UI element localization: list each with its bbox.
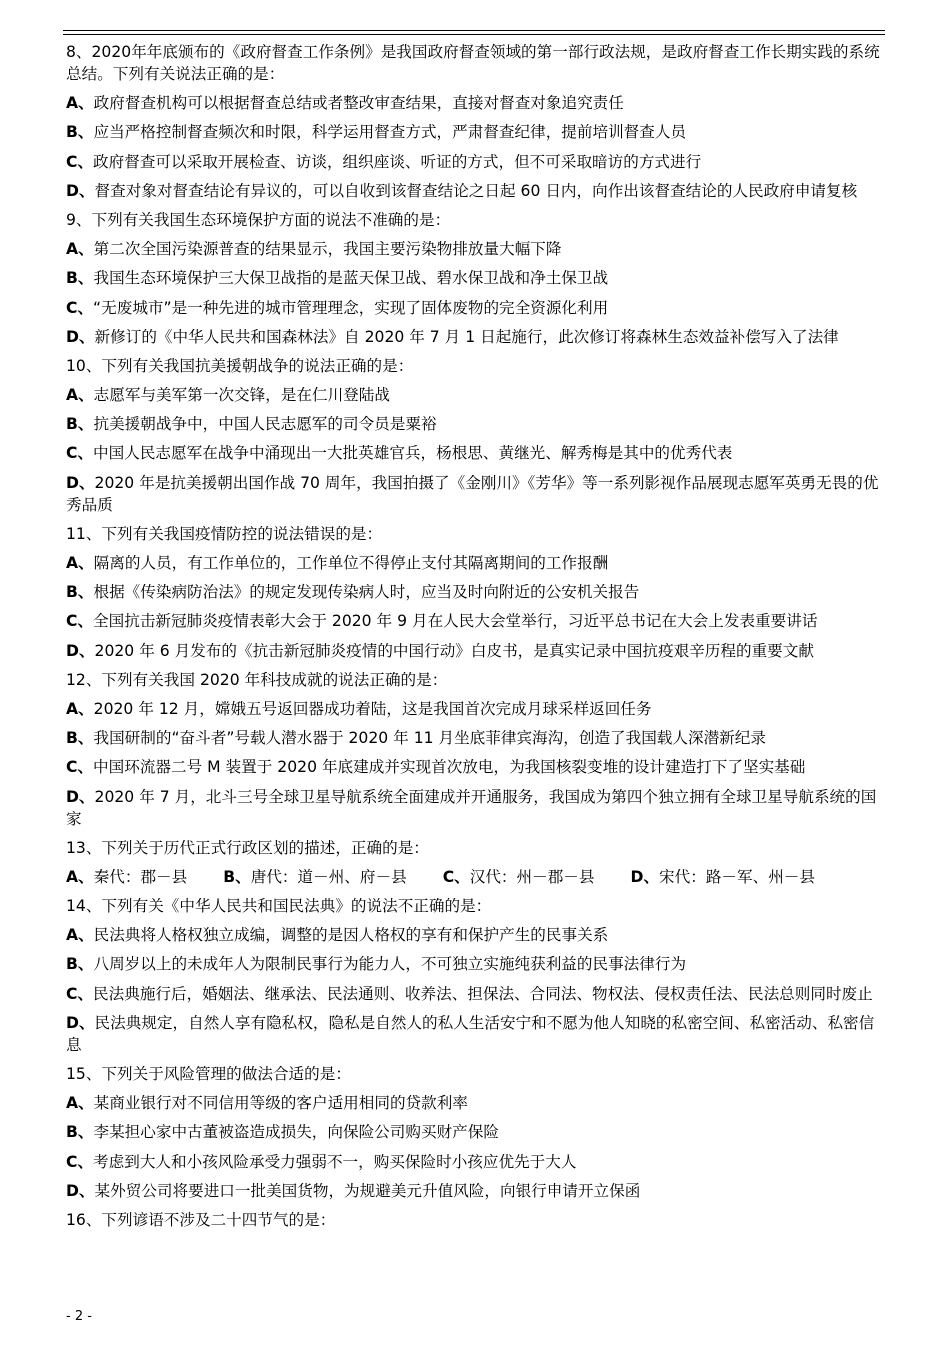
option-b: B、抗美援朝战争中，中国人民志愿军的司令员是粟裕 [66, 415, 437, 434]
header-rule [63, 30, 885, 31]
option-b: B、八周岁以上的未成年人为限制民事行为能力人，不可独立实施纯获利益的民事法律行为 [66, 955, 687, 974]
option-c: C、全国抗击新冠肺炎疫情表彰大会于 2020 年 9 月在人民大会堂举行，习近平总书记在大会上发表重要讲话 [66, 612, 818, 631]
option-a: A、民法典将人格权独立成编，调整的是因人格权的享有和保护产生的民事关系 [66, 926, 609, 945]
question-list [66, 41, 888, 1238]
option-d: D、新修订的《中华人民共和国森林法》自 2020 年 7 月 1 日起施行，此次修订将森林生态效益补偿写入了法律 [66, 327, 839, 346]
option-b: B、李某担心家中古董被盗造成损失，向保险公司购买财产保险 [66, 1123, 499, 1142]
option-b: B、我国研制的“奋斗者”号载人潜水器于 2020 年 11 月坐底菲律宾海沟，创造了我国载人深潜新纪录 [66, 729, 766, 748]
option-c: C、民法典施行后，婚姻法、继承法、民法通则、收养法、担保法、合同法、物权法、侵权责任法、民法总则同时废止 [66, 984, 873, 1003]
option-a: A、志愿军与美军第一次交锋，是在仁川登陆战 [66, 386, 390, 405]
question-stem: 16、下列谚语不涉及二十四节气的是： [66, 1210, 336, 1229]
option-b: B、我国生态环境保护三大保卫战指的是蓝天保卫战、碧水保卫战和净土保卫战 [66, 269, 609, 288]
option-d: D、某外贸公司将要进口一批美国货物，为规避美元升值风险，向银行申请开立保函 [66, 1181, 641, 1200]
option-b: B、应当严格控制督查频次和时限，科学运用督查方式，严肃督查纪律，提前培训督查人员 [66, 123, 687, 142]
option-c: C、考虑到大人和小孩风险承受力强弱不一，购买保险时小孩应优先于大人 [66, 1152, 577, 1171]
question-stem: 15、下列关于风险管理的做法合适的是： [66, 1065, 351, 1083]
question-stem: 14、下列有关《中华人民共和国民法典》的说法不正确的是： [66, 897, 492, 916]
option-d: D、2020 年是抗美援朝出国作战 70 周年，我国拍摄了《金刚川》《芳华》等一系列影视作品展现志愿军英勇无畏的优秀品质 [66, 473, 879, 514]
question-stem: 8、2020年年底颁布的《政府督查工作条例》是我国政府督查领域的第一部行政法规，是政府督查工作长期实践的系统总结。下列有关说法正确的是： [66, 43, 880, 83]
inline-options [66, 866, 888, 888]
option-b: B、根据《传染病防治法》的规定发现传染病人时，应当及时向附近的公安机关报告 [66, 583, 640, 602]
option-d: D、督查对象对督查结论有异议的，可以自收到该督查结论之日起 60 日内，向作出该督查结论的人民政府申请复核 [66, 181, 858, 200]
option-d: D、2020 年 6 月发布的《抗击新冠肺炎疫情的中国行动》白皮书，是真实记录中国抗疫艰辛历程的重要文献 [66, 641, 814, 660]
option-c: C、政府督查可以采取开展检查、访谈，组织座谈、听证的方式，但不可采取暗访的方式进行 [66, 152, 702, 171]
option-a: A、隔离的人员，有工作单位的，工作单位不得停止支付其隔离期间的工作报酬 [66, 554, 609, 572]
question-stem: 11、下列有关我国疫情防控的说法错误的是： [66, 524, 383, 543]
option-c: C、中国人民志愿军在战争中涌现出一大批英雄官兵，杨根思、黄继光、解秀梅是其中的优秀代表 [66, 444, 733, 463]
question-stem: 10、下列有关我国抗美援朝战争的说法正确的是： [66, 356, 414, 375]
option-d: D、2020 年 7 月，北斗三号全球卫星导航系统全面建成并开通服务，我国成为第四个独立拥有全球卫星导航系统的国家 [66, 787, 877, 828]
option-c: C、汉代：州－郡－县 [442, 867, 595, 886]
question-stem: 9、下列有关我国生态环境保护方面的说法不准确的是： [66, 210, 451, 229]
question-stem: 13、下列关于历代正式行政区划的描述，正确的是： [66, 838, 429, 857]
option-a: A、秦代：郡－县 [66, 867, 188, 886]
page-number: - 2 - [66, 1309, 92, 1324]
option-a: A、某商业银行对不同信用等级的客户适用相同的贷款利率 [66, 1094, 468, 1113]
header-rule-thin [63, 34, 885, 35]
question-stem: 12、下列有关我国 2020 年科技成就的说法正确的是： [66, 670, 448, 689]
option-b: B、唐代：道－州、府－县 [223, 867, 407, 886]
option-a: A、政府督查机构可以根据督查总结或者整改审查结果，直接对督查对象追究责任 [66, 94, 624, 113]
option-a: A、2020 年 12 月，嫦娥五号返回器成功着陆，这是我国首次完成月球采样返回任务 [66, 699, 652, 718]
option-c: C、“无废城市”是一种先进的城市管理理念，实现了固体废物的完全资源化利用 [66, 298, 609, 317]
option-c: C、中国环流器二号 M 装置于 2020 年底建成并实现首次放电，为我国核裂变堆的设计建造打下了坚实基础 [66, 758, 806, 777]
option-d: D、宋代：路－军、州－县 [630, 867, 815, 886]
option-a: A、第二次全国污染源普查的结果显示，我国主要污染物排放量大幅下降 [66, 240, 562, 259]
option-d: D、民法典规定，自然人享有隐私权，隐私是自然人的私人生活安宁和不愿为他人知晓的私密空间、私密活动、私密信息 [66, 1013, 875, 1054]
